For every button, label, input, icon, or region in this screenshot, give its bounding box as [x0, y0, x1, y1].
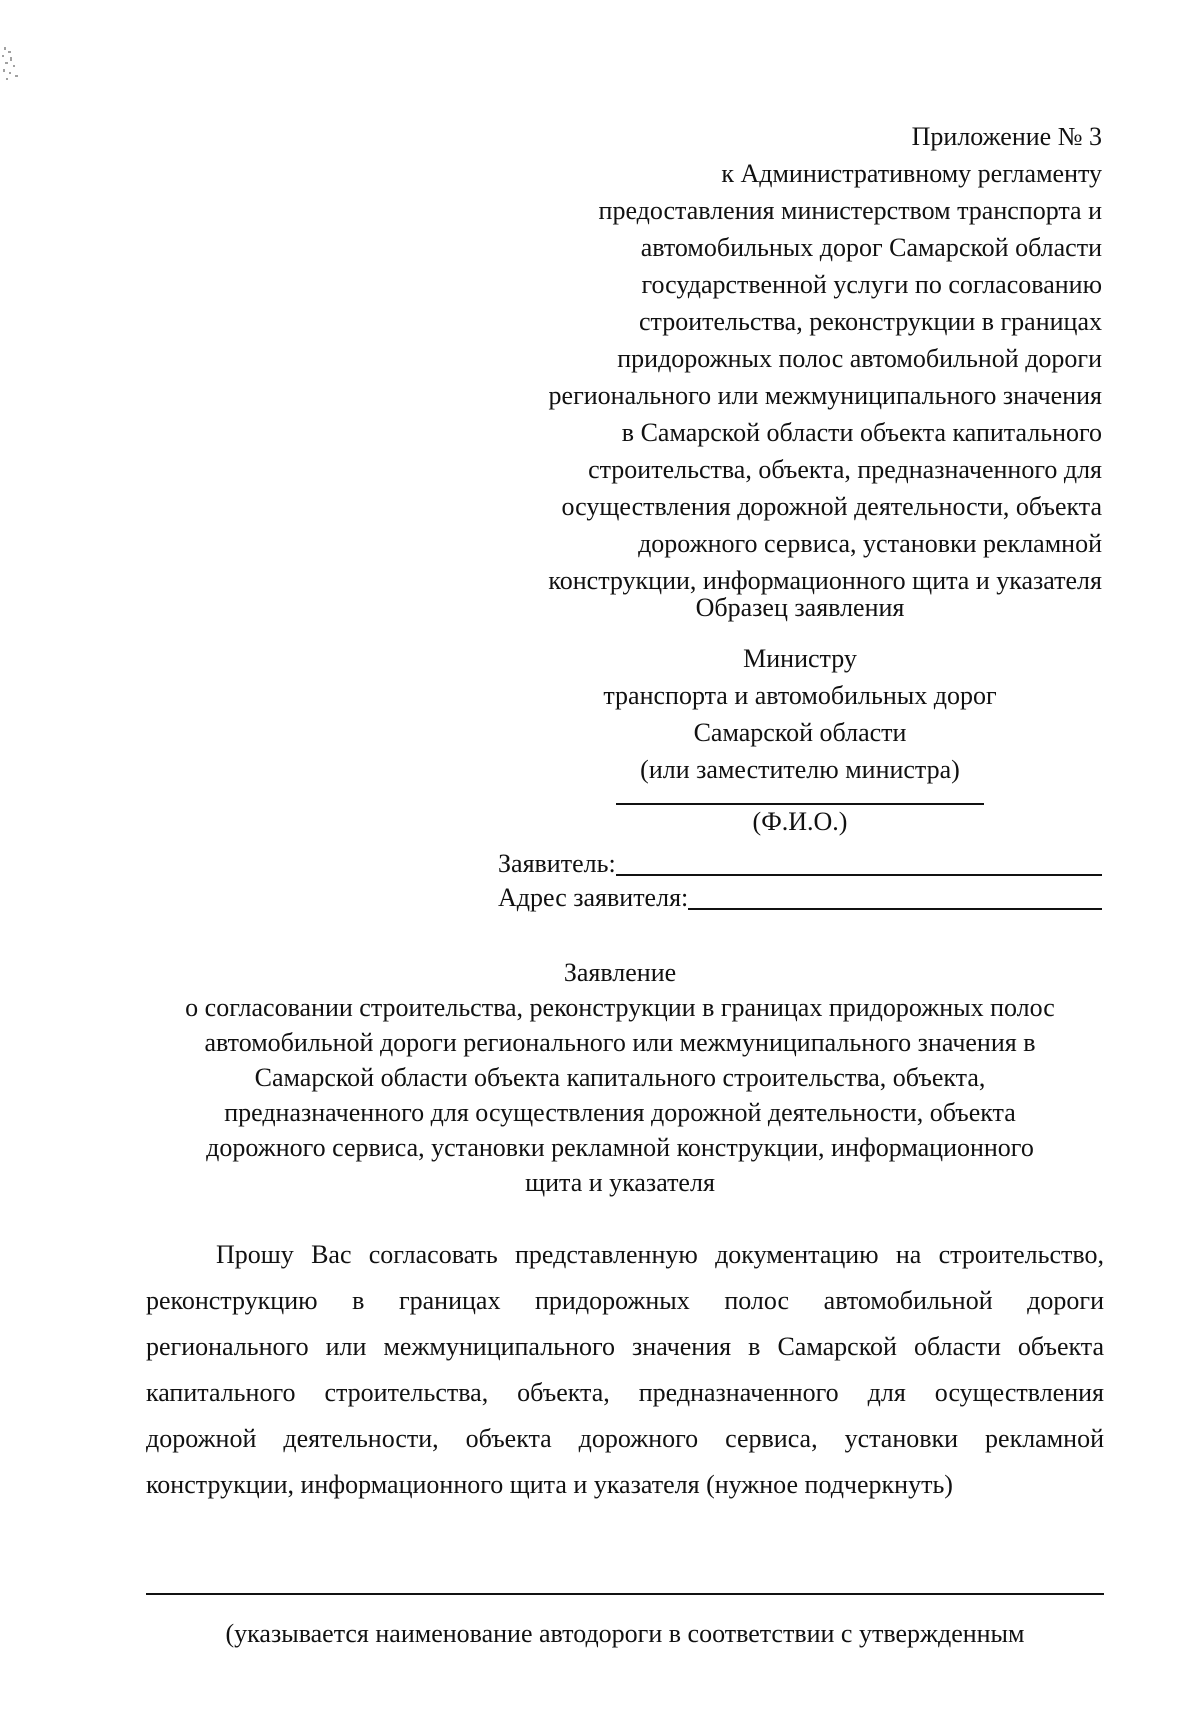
- addressee-block: [560, 640, 1040, 788]
- applicant-field: [498, 846, 1102, 882]
- statement-body: Прошу Вас согласовать представленную документацию на строительство, реконструкцию в границах придорожных полос автомобильной дороги регионального или межмуниципального значения в Самарской области объекта капитального строительства, объекта, предназначенного для осуществления дорожной деятельности, объекта дорожного сервиса, установки рекламной конструкции, информационного щита и указателя (нужное подчеркнуть): [146, 1240, 1104, 1499]
- statement-subtitle-line: предназначенного для осуществления дорожной деятельности, объекта: [224, 1098, 1016, 1127]
- fio-caption: (Ф.И.О.): [752, 807, 848, 836]
- appendix-line: предоставления министерством транспорта и: [598, 196, 1102, 225]
- statement-subtitle-line: о согласовании строительства, реконструкции в границах придорожных полос: [185, 993, 1055, 1022]
- address-blank-line[interactable]: [688, 908, 1102, 910]
- appendix-line: в Самарской области объекта капитального: [621, 418, 1102, 447]
- addressee-line: Самарской области: [693, 718, 907, 747]
- statement-subtitle-line: автомобильной дороги регионального или межмуниципального значения в: [204, 1028, 1036, 1057]
- appendix-line: строительства, объекта, предназначенного для: [588, 455, 1102, 484]
- addressee-line: Министру: [743, 644, 857, 673]
- statement-subtitle-line: Самарской области объекта капитального строительства, объекта,: [254, 1063, 986, 1092]
- statement-subtitle-line: щита и указателя: [525, 1168, 715, 1197]
- address-field: [498, 880, 1102, 916]
- applicant-label: Заявитель:: [498, 849, 616, 878]
- appendix-line: автомобильных дорог Самарской области: [640, 233, 1102, 262]
- applicant-blank-line[interactable]: [616, 874, 1102, 876]
- appendix-block: [470, 118, 1102, 599]
- road-name-caption: (указывается наименование автодороги в соответствии с утвержденным: [225, 1619, 1025, 1648]
- addressee-line: транспорта и автомобильных дорог: [603, 681, 997, 710]
- appendix-line: осуществления дорожной деятельности, объекта: [561, 492, 1102, 521]
- addressee-line: (или заместителю министра): [640, 755, 960, 784]
- appendix-line: Приложение № 3: [911, 122, 1102, 151]
- statement-title: Заявление: [563, 958, 677, 987]
- statement-subtitle-line: дорожного сервиса, установки рекламной конструкции, информационного: [206, 1133, 1034, 1162]
- statement-heading: [130, 955, 1110, 1200]
- sample-title: Образец заявления: [695, 593, 905, 622]
- appendix-line: к Административному регламенту: [721, 159, 1102, 188]
- road-name-blank-line[interactable]: [146, 1593, 1104, 1595]
- scan-artifact: [0, 45, 22, 87]
- appendix-line: придорожных полос автомобильной дороги: [617, 344, 1102, 373]
- appendix-line: дорожного сервиса, установки рекламной: [638, 529, 1102, 558]
- address-label: Адрес заявителя:: [498, 883, 689, 912]
- appendix-line: регионального или межмуниципального значения: [548, 381, 1102, 410]
- appendix-line: конструкции, информационного щита и указателя: [548, 566, 1102, 595]
- appendix-line: государственной услуги по согласованию: [641, 270, 1102, 299]
- appendix-line: строительства, реконструкции в границах: [638, 307, 1102, 336]
